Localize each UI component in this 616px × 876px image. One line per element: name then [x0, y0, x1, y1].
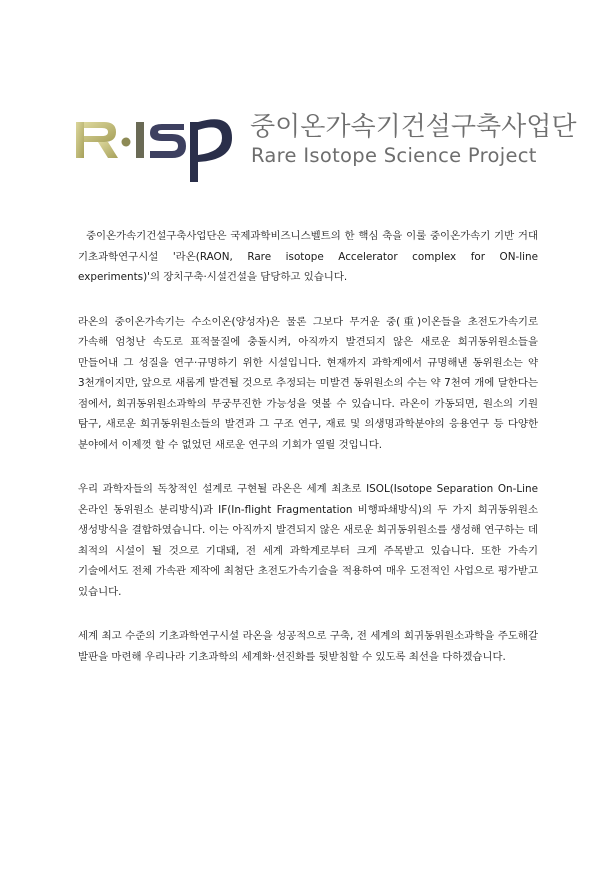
- paragraph-accelerator: 라온의 중이온가속기는 수소이온(양성자)은 물론 그보다 무거운 중(重)이온들을 초전도가속기로 가속해 엄청난 속도로 표적물질에 충돌시켜, 아직까지 발견되지 않은 새로운 희귀동위원소들을 만들어내 그 성질을 연구·규명하기 위한 시설입니다. 현재까지 과학계에서 규명해낸 동위원소는 약 3천개이지만, 앞으로 새롭게 발견될 것으로 추정되는 미발견 동위원소의 수는 약 7천여 개에 달한다는 점에서, 희귀동위원소과학의 무궁무진한 가능성을 엿볼 수 있습니다. 라온이 가동되면, 원소의 기원 탐구, 새로운 희귀동위원소들의 발견과 그 구조 연구, 재료 및 의생명과학분야의 응용연구 등 다양한 분야에서 이제껏 할 수 없었던 새로운 연구의 기회가 열릴 것입니다.: [78, 315, 538, 451]
- paragraph-design: 우리 과학자들의 독창적인 설계로 구현될 라온은 세계 최초로 ISOL(Isotope Separation On-Line 온라인 동위원소 분리방식)과 IF(In-flight Fragmentation 비행파쇄방식)의 두 가지 희귀동위원소 생성방식을 결합하였습니다. 이는 아직까지 발견되지 않은 새로운 희귀동위원소를 생성해 연구하는 데 최적의 시설이 될 것으로 기대돼, 전 세계 과학계로부터 크게 주목받고 있습니다. 또한 가속기 기술에서도 전체 가속관 제작에 최첨단 초전도가속기술을 적용하여 매우 도전적인 사업으로 평가받고 있습니다.: [78, 483, 538, 598]
- paragraph-closing: 세계 최고 수준의 기초과학연구시설 라온을 성공적으로 구축, 전 세계의 희귀동위원소과학을 주도해갈 발판을 마련해 우리나라 기초과학의 세계화·선진화를 뒷받침할 수 있도록 최선을 다하겠습니다.: [78, 630, 538, 663]
- org-name-korean: 중이온가속기건설구축사업단: [250, 112, 577, 142]
- header: [74, 100, 577, 190]
- paragraph-intro: 중이온가속기건설구축사업단은 국제과학비즈니스벨트의 한 핵심 축을 이룰 중이온가속기 기반 거대 기초과학연구시설 '라온(RAON, Rare isotope Accelerator complex for ON-line experiments)'의 장치구축·시설건설을 담당하고 있습니다.: [78, 230, 538, 283]
- body-text: [78, 226, 538, 691]
- risp-logo: [74, 100, 234, 185]
- org-name-english: Rare Isotope Science Project: [251, 144, 537, 167]
